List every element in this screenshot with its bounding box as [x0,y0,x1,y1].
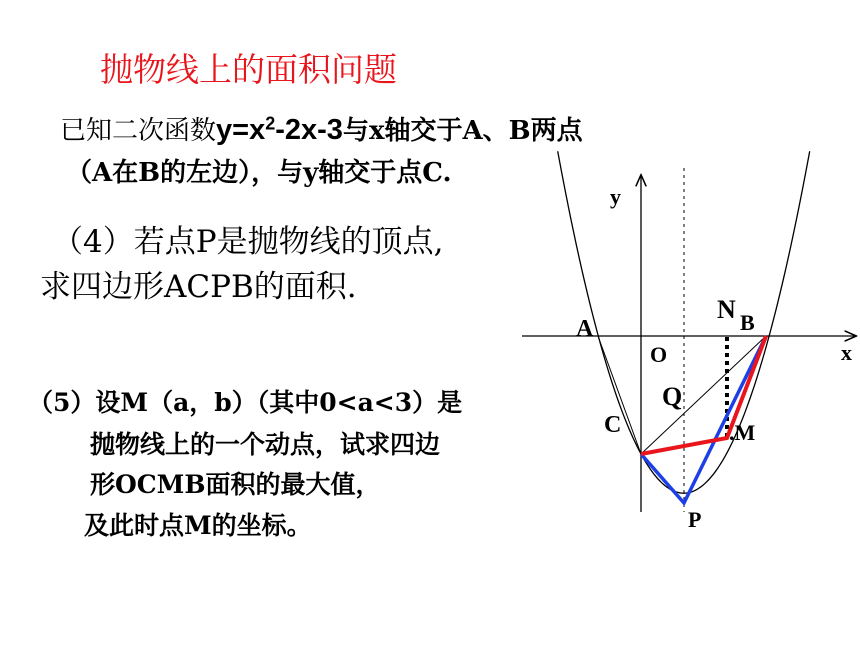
question-5-line-4: 及此时点M的坐标。 [84,511,312,540]
point-M-label: .M [729,420,756,445]
function-base: y=x [216,114,266,146]
point-P-label: P [688,507,702,532]
problem-intro-text: 已知二次函数 [60,116,217,146]
function-exponent: 2 [265,113,276,134]
question-4-line-2: 求四边形ACPB的面积. [40,269,357,305]
question-5-line-3: 形OCMB面积的最大值， [90,470,381,499]
function-remainder: -2x-3 [275,114,343,146]
point-C-label: C [604,412,622,438]
y-axis-label: y [610,184,621,209]
question-5-line-1: （5）设M（a，b）（其中0<a<3）是 [28,388,463,417]
point-B-label: B [740,310,755,335]
problem-intersection-text: 与x轴交于A、B两点 [342,116,583,146]
point-Q-label: Q [662,382,683,411]
question-4-line-1: （4）若点P是抛物线的顶点, [52,224,444,260]
point-A-label: A [576,316,594,342]
page-title: 抛物线上的面积问题 [100,50,397,89]
origin-O-label: O [650,342,668,367]
problem-statement-line-2: （A在B的左边），与y轴交于点C. [66,158,452,188]
question-5-line-2: 抛物线上的一个动点，试求四边 [90,430,441,459]
point-N-label: N [717,295,736,324]
x-axis-label: x [841,340,852,365]
